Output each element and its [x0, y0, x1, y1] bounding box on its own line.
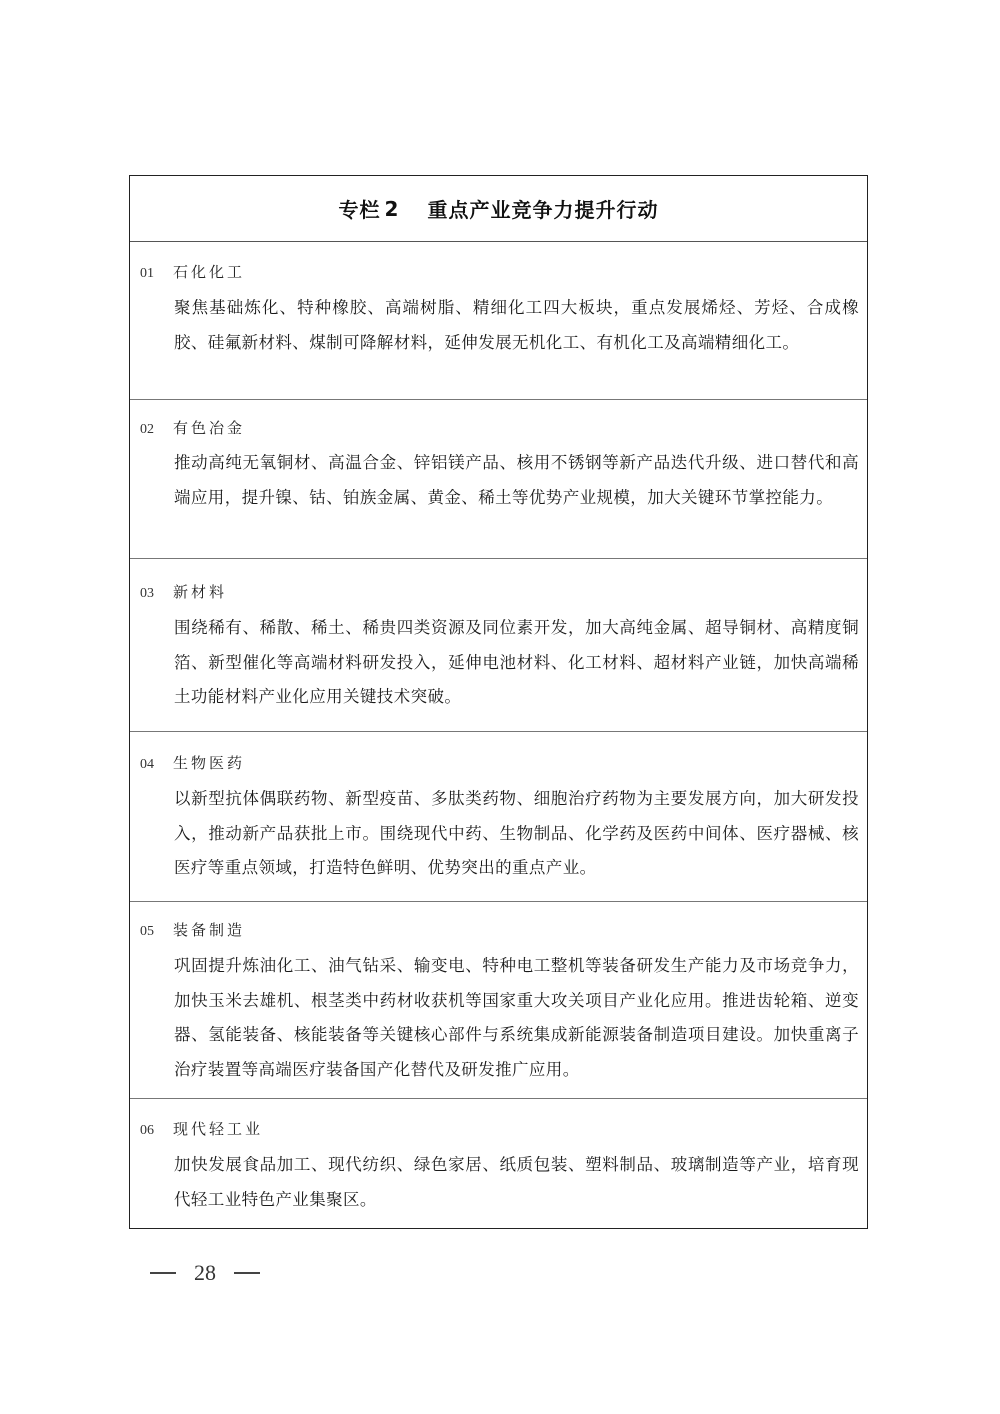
section-number: 01 [140, 266, 154, 281]
section-body: 巩固提升炼油化工、油气钻采、输变电、特种电工整机等装备研发生产能力及市场竞争力，加快玉米去雄机、根茎类中药材收获机等国家重大攻关项目产业化应用。推进齿轮箱、逆变器、氢能装备、核能装备等关键核心部件与系统集成新能源装备制造项目建设。加快重离子治疗装置等高端医疗装备国产化替代及研发推广应用。 [174, 956, 859, 1079]
page-number-dash-right [234, 1272, 260, 1274]
section-header [140, 752, 245, 773]
section-number: 02 [140, 422, 154, 437]
panel-title-prefix: 专栏 [338, 198, 381, 222]
section-label: 生物医药 [173, 754, 246, 772]
panel-title-text: 重点产业竞争力提升行动 [427, 198, 659, 222]
section-number: 04 [140, 757, 154, 772]
section-header [140, 417, 245, 438]
section-label: 装备制造 [173, 921, 246, 939]
section-number: 03 [140, 586, 154, 601]
panel-title-number: 2 [384, 196, 400, 221]
section-nonferrous-metallurgy [130, 400, 867, 559]
section-label: 有色冶金 [173, 419, 246, 437]
page-number-dash-left [150, 1272, 176, 1274]
section-biomedicine [130, 732, 867, 902]
section-body: 加快发展食品加工、现代纺织、绿色家居、纸质包装、塑料制品、玻璃制造等产业，培育现代轻工业特色产业集聚区。 [174, 1155, 859, 1209]
section-body: 围绕稀有、稀散、稀土、稀贵四类资源及同位素开发，加大高纯金属、超导铜材、高精度铜箔、新型催化等高端材料研发投入，延伸电池材料、化工材料、超材料产业链，加快高端稀土功能材料产业化应用关键技术突破。 [174, 618, 859, 706]
section-number: 06 [140, 1123, 154, 1138]
section-header [140, 581, 227, 602]
section-equipment-manufacturing [130, 902, 867, 1099]
section-label: 现代轻工业 [173, 1120, 264, 1138]
section-label: 石化化工 [173, 263, 246, 281]
page-number-value: 28 [194, 1260, 216, 1285]
section-header [140, 261, 245, 282]
section-header [140, 1118, 263, 1139]
section-header [140, 919, 245, 940]
section-new-materials [130, 559, 867, 732]
section-body: 以新型抗体偶联药物、新型疫苗、多肽类药物、细胞治疗药物为主要发展方向，加大研发投入，推动新产品获批上市。围绕现代中药、生物制品、化学药及医药中间体、医疗器械、核医疗等重点领域，打造特色鲜明、优势突出的重点产业。 [174, 789, 859, 877]
panel-title [130, 176, 867, 242]
section-body: 聚焦基础炼化、特种橡胶、高端树脂、精细化工四大板块，重点发展烯烃、芳烃、合成橡胶、硅氟新材料、煤制可降解材料，延伸发展无机化工、有机化工及高端精细化工。 [174, 298, 859, 352]
section-body: 推动高纯无氧铜材、高温合金、锌铝镁产品、核用不锈钢等新产品迭代升级、进口替代和高端应用，提升镍、钴、铂族金属、黄金、稀土等优势产业规模，加大关键环节掌控能力。 [174, 453, 859, 507]
section-label: 新材料 [173, 583, 228, 601]
section-petrochemical [130, 241, 867, 400]
section-modern-light-industry [130, 1099, 867, 1227]
feature-panel [129, 175, 868, 1229]
page-number [150, 1260, 278, 1286]
section-number: 05 [140, 924, 154, 939]
